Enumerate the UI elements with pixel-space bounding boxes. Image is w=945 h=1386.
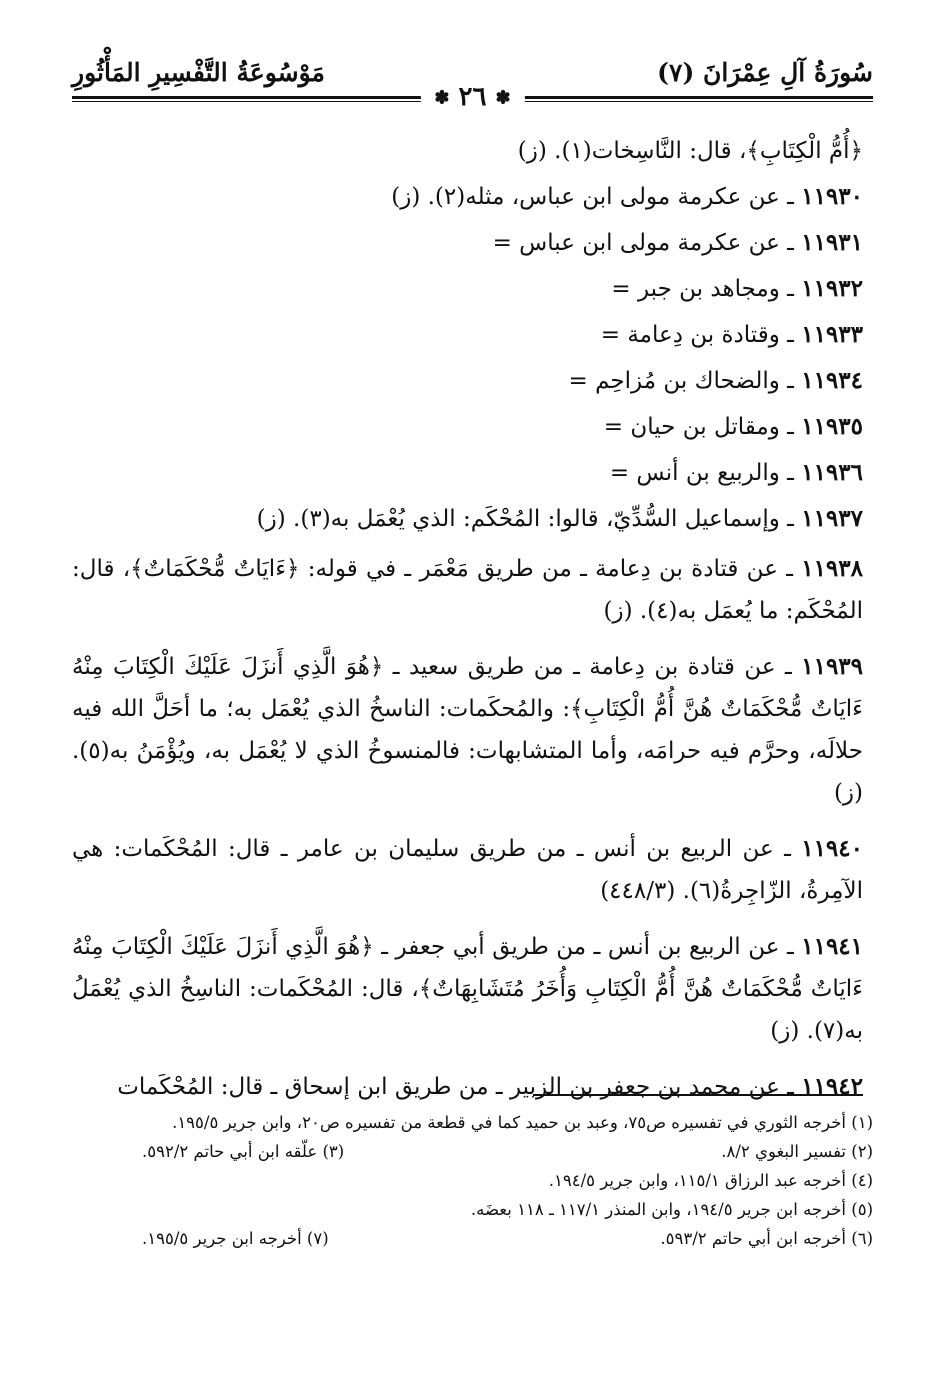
ornament-icon: ✽ — [434, 87, 450, 109]
narration-number: ١١٩٣٩ — [801, 653, 864, 680]
narration-number: ١١٩٤٢ — [801, 1073, 863, 1100]
narration-text: ـ عن الربيع بن أنس ـ من طريق سليمان بن عامر ـ قال: المُحْكَمات: هي الآمِرةُ، الزّاجِرةُ(٦). (٤٤٨/٣) — [72, 836, 863, 904]
narration-number: ١١٩٣١ — [801, 229, 863, 256]
narration-paragraph — [72, 646, 863, 814]
narration-number: ١١٩٣٢ — [801, 275, 863, 302]
surah-title: سُورَةُ آلِ عِمْرَانَ (٧) — [657, 58, 873, 87]
footnote-2: (٢) تفسير البغوي ٨/٢. — [721, 1142, 873, 1161]
narration-text: ـ عن قتادة بن دِعامة ـ من طريق سعيد ـ ﴿هُوَ الَّذِي أَنزَلَ عَلَيْكَ الْكِتَابَ مِنْهُ ءَايَاتٌ مُّحْكَمَاتٌ هُنَّ أُمُّ الْكِتَابِ﴾: والمُحكَمات: الناسخُ الذي يُعْمَل به؛ ما أحَلَّ الله فيه حلالَه، وحرَّم فيه حرامَه، وأما المتشابهات: فالمنسوخُ الذي لا يُعْمَل به، ويُؤْمَنُ به(٥). (ز) — [72, 654, 863, 806]
narration-text: ـ عن قتادة بن دِعامة ـ من طريق مَعْمَر ـ في قوله: ﴿ءَايَاتٌ مُّحْكَمَاتٌ﴾، قال: المُحْكَم: ما يُعمَل به(٤). (ز) — [72, 556, 863, 624]
narration-line — [72, 496, 863, 542]
narration-text: ـ عن عكرمة مولى ابن عباس = — [492, 230, 794, 256]
narration-text: ـ عن محمد بن جعفر بن الزبير ـ من طريق ابن إسحاق ـ قال: المُحْكَمات — [117, 1074, 794, 1100]
narration-number: ١١٩٣٠ — [801, 183, 863, 210]
footnote-separator — [533, 1094, 863, 1096]
line-text: ﴿أُمُّ الْكِتَابِ﴾، قال: النَّاسِخات(١). (ز) — [517, 138, 863, 164]
footnote-5: (٥) أخرجه ابن جرير ١٩٤/٥، وابن المنذر ١١٧/١ ـ ١١٨ بعضَه. — [470, 1200, 873, 1219]
page-number-box — [420, 82, 524, 112]
narration-number: ١١٩٣٧ — [801, 505, 863, 532]
narration-number: ١١٩٣٨ — [801, 555, 863, 582]
narration-text: ـ والربيع بن أنس = — [609, 460, 794, 486]
narration-number: ١١٩٤٠ — [801, 835, 863, 862]
footnote-row — [72, 1224, 873, 1253]
footnote-7: (٧) أخرجه ابن جرير ١٩٥/٥. — [142, 1229, 329, 1248]
narration-paragraph — [72, 1066, 863, 1108]
narration-text: ـ عن عكرمة مولى ابن عباس، مثله(٢). (ز) — [391, 184, 794, 210]
narration-paragraph — [72, 548, 863, 632]
narration-number: ١١٩٣٦ — [801, 459, 863, 486]
text-line — [72, 128, 863, 174]
footnote-1: (١) أخرجه الثوري في تفسيره ص٧٥، وعبد بن حميد كما في قطعة من تفسيره ص٢٠، وابن جرير ١٩٥/٥. — [172, 1113, 873, 1132]
narration-line — [72, 266, 863, 312]
narration-number: ١١٩٣٥ — [801, 413, 863, 440]
footnote-6: (٦) أخرجه ابن أبي حاتم ٥٩٣/٢. — [660, 1229, 873, 1248]
narration-number: ١١٩٤١ — [801, 933, 864, 960]
book-title: مَوْسُوعَةُ التَّفْسِيرِ المَأْثُورِ — [72, 58, 325, 87]
narration-text: ـ ومجاهد بن جبر = — [611, 276, 794, 302]
narration-text: ـ والضحاك بن مُزاحِم = — [568, 368, 794, 394]
narration-text: ـ عن الربيع بن أنس ـ من طريق أبي جعفر ـ ﴿هُوَ الَّذِي أَنزَلَ عَلَيْكَ الْكِتَابَ مِنْهُ ءَايَاتٌ مُّحْكَمَاتٌ هُنَّ أُمُّ الْكِتَابِ وَأُخَرُ مُتَشَابِهَاتٌ﴾، قال: المُحْكَمات: الناسِخُ الذي يُعْمَلُ به(٧). (ز) — [72, 934, 863, 1044]
narration-line — [72, 450, 863, 496]
narration-paragraph — [72, 828, 863, 912]
narration-number: ١١٩٣٣ — [801, 321, 863, 348]
narration-line — [72, 312, 863, 358]
page-header — [72, 58, 873, 112]
footnote-3: (٣) علّقه ابن أبي حاتم ٥٩٢/٢. — [142, 1142, 345, 1161]
narration-line — [72, 404, 863, 450]
main-text — [72, 128, 863, 1108]
narration-line — [72, 220, 863, 266]
footnotes — [72, 1108, 873, 1253]
narration-text: ـ ومقاتل بن حيان = — [603, 414, 794, 440]
ornament-icon: ✽ — [495, 87, 511, 109]
narration-text: ـ وقتادة بن دِعامة = — [600, 322, 794, 348]
narration-paragraph — [72, 926, 863, 1052]
footnote-row — [72, 1137, 873, 1166]
footnote-4: (٤) أخرجه عبد الرزاق ١١٥/١، وابن جرير ١٩٤/٥. — [548, 1171, 873, 1190]
narration-line — [72, 358, 863, 404]
narration-line — [72, 174, 863, 220]
narration-text: ـ وإسماعيل السُّدِّيّ، قالوا: المُحْكَم: الذي يُعْمَل به(٣). (ز) — [256, 506, 794, 532]
page-number: ٢٦ — [458, 82, 487, 112]
narration-number: ١١٩٣٤ — [801, 367, 863, 394]
